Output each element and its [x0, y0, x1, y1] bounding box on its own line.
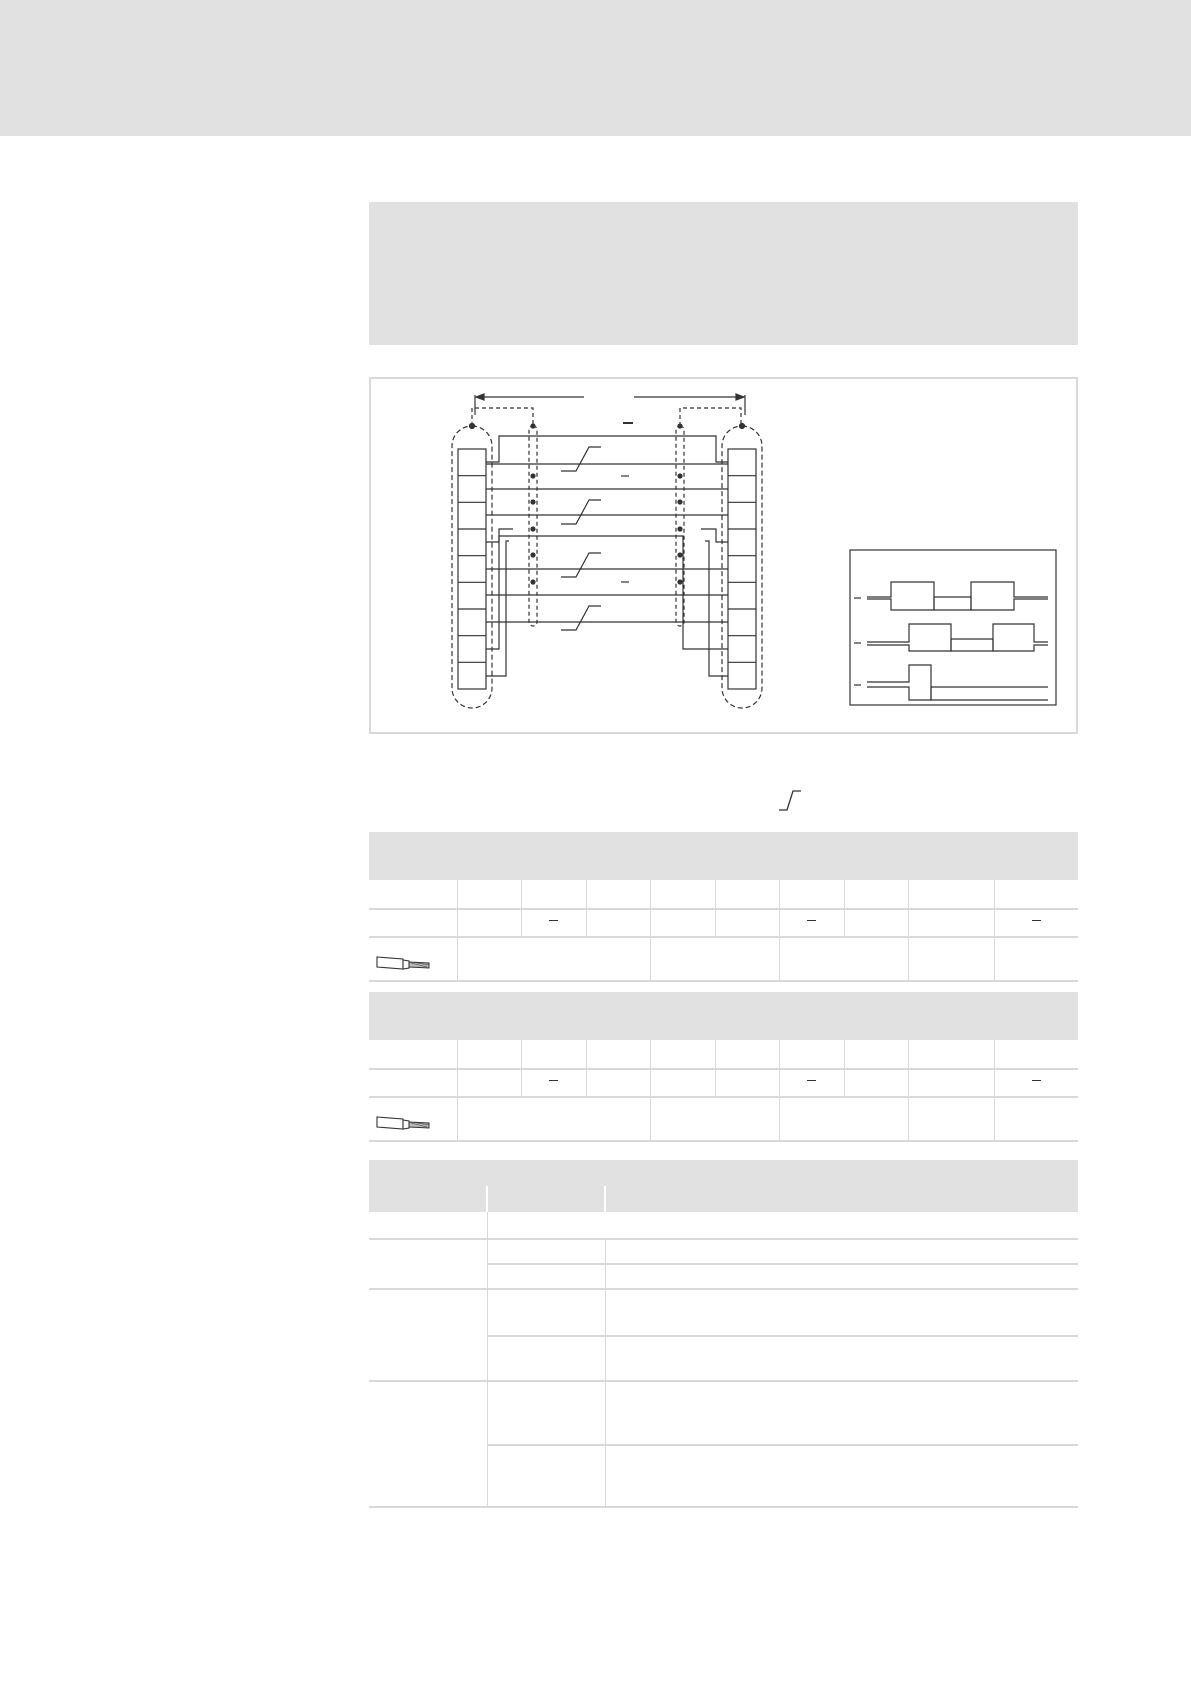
shielded-cable-icon	[375, 1113, 431, 1133]
page-header-band	[0, 0, 1191, 136]
table-row	[369, 937, 1078, 981]
table-row	[369, 1381, 1078, 1445]
overbar-mark	[549, 920, 558, 921]
overbar-mark	[1032, 920, 1041, 921]
pin-assignment-table-2	[369, 992, 1078, 1142]
shielded-cable-icon	[375, 953, 431, 973]
overbar-mark	[807, 1080, 816, 1081]
timing-wave-a	[867, 582, 1048, 610]
wiring-diagram-icon	[371, 379, 1076, 732]
drain-line-right	[680, 408, 741, 426]
heading-box	[369, 202, 1078, 345]
figure-frame	[369, 377, 1078, 734]
table-row	[369, 1289, 1078, 1336]
arrow-head-left	[476, 394, 484, 400]
table-row	[369, 1069, 1078, 1097]
drain-dot-left	[470, 424, 475, 429]
table-header-row	[369, 1186, 1078, 1212]
overbar-mark	[807, 920, 816, 921]
signal-wires	[486, 436, 728, 676]
overbar-mark	[549, 1080, 558, 1081]
overbar-mark	[1032, 1080, 1041, 1081]
timing-wave-a-complement	[867, 597, 1048, 610]
pair-leader-lines	[561, 447, 601, 630]
rising-edge-icon	[777, 788, 803, 814]
timing-wave-b-complement	[867, 639, 1048, 651]
table-row	[369, 880, 1078, 909]
drain-dot-right	[740, 424, 745, 429]
timing-wave-zero	[867, 665, 1048, 700]
pin-assignment-table-1	[369, 832, 1078, 982]
table-row	[369, 1239, 1078, 1264]
table-title-band	[369, 1160, 1078, 1186]
drain-line-left	[472, 408, 533, 426]
table-row	[369, 1040, 1078, 1069]
table-row	[369, 1097, 1078, 1141]
table-row	[369, 909, 1078, 937]
timing-wave-zero-complement	[867, 687, 1048, 700]
table-heading-band	[369, 992, 1078, 1040]
signal-timing-diagram-icon	[850, 550, 1056, 705]
table-heading-band	[369, 832, 1078, 880]
specification-table	[369, 1160, 1078, 1508]
timing-wave-b	[867, 624, 1048, 651]
pair-shield-left	[529, 426, 537, 626]
twist-markers	[531, 424, 682, 584]
table-row	[369, 1212, 1078, 1239]
connector-left	[458, 449, 486, 689]
connector-right	[728, 449, 756, 689]
arrow-head-right	[736, 394, 744, 400]
